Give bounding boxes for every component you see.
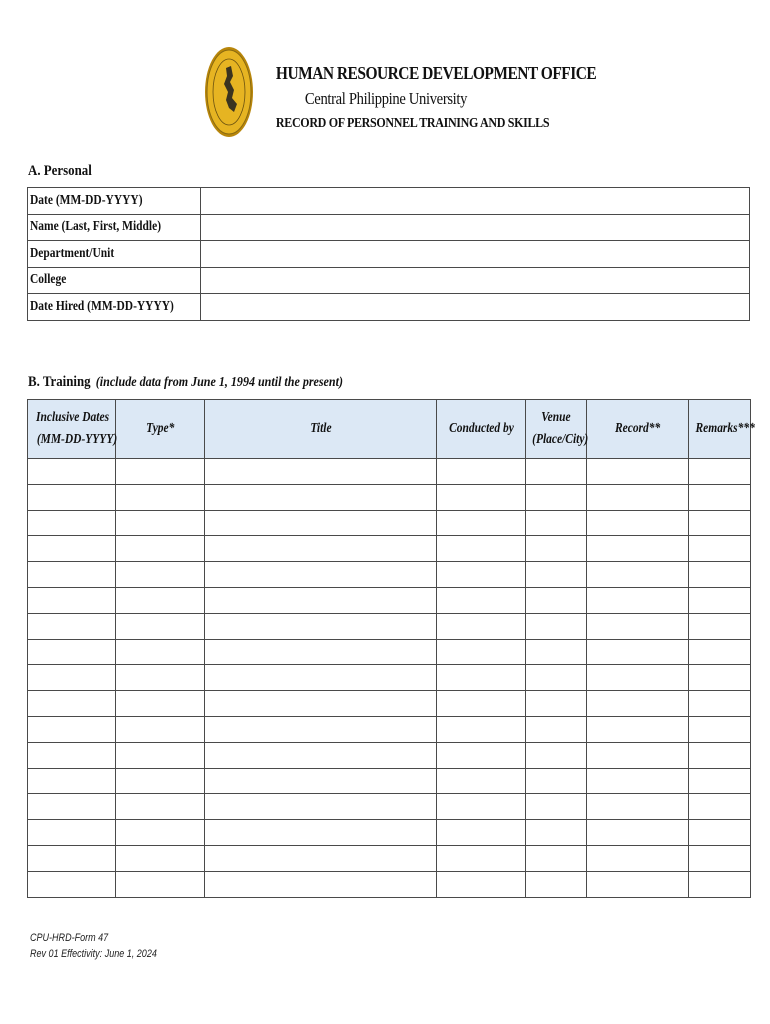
- cell-venue[interactable]: [526, 665, 587, 691]
- cell-record[interactable]: [587, 820, 689, 846]
- record-input[interactable]: [587, 562, 688, 587]
- cell-conducted-by[interactable]: [437, 820, 526, 846]
- col-header-remarks: Remarks***: [689, 400, 751, 459]
- cell-type[interactable]: [116, 587, 205, 613]
- cell-record[interactable]: [587, 562, 689, 588]
- cell-record[interactable]: [587, 639, 689, 665]
- personal-row-name: [28, 214, 750, 241]
- type-input[interactable]: [116, 820, 204, 845]
- venue-input[interactable]: [526, 485, 586, 510]
- conducted-by-input[interactable]: [437, 794, 525, 819]
- cell-inclusive-dates[interactable]: [28, 794, 116, 820]
- remarks-input[interactable]: [689, 562, 750, 587]
- remarks-input[interactable]: [689, 485, 750, 510]
- venue-input[interactable]: [526, 769, 586, 794]
- cell-remarks[interactable]: [689, 691, 751, 717]
- date-hired-input[interactable]: [203, 296, 747, 318]
- cell-inclusive-dates[interactable]: [28, 587, 116, 613]
- cell-inclusive-dates[interactable]: [28, 510, 116, 536]
- cell-title[interactable]: [205, 768, 437, 794]
- remarks-input[interactable]: [689, 717, 750, 742]
- inclusive-dates-input[interactable]: [28, 743, 115, 768]
- inclusive-dates-input[interactable]: [28, 485, 115, 510]
- record-input[interactable]: [587, 536, 688, 561]
- col-header-inclusive-dates: Inclusive Dates (MM-DD-YYYY): [28, 400, 116, 459]
- field-label: Date Hired (MM-DD-YYYY): [28, 294, 201, 321]
- title-input[interactable]: [205, 511, 436, 536]
- remarks-input[interactable]: [689, 846, 750, 871]
- cell-record[interactable]: [587, 794, 689, 820]
- cell-conducted-by[interactable]: [437, 536, 526, 562]
- record-input[interactable]: [587, 485, 688, 510]
- cell-type[interactable]: [116, 768, 205, 794]
- table-row: [28, 665, 751, 691]
- type-input[interactable]: [116, 562, 204, 587]
- name-field[interactable]: [201, 214, 750, 241]
- type-input[interactable]: [116, 743, 204, 768]
- conducted-by-input[interactable]: [437, 511, 525, 536]
- title-input[interactable]: [205, 459, 436, 484]
- type-input[interactable]: [116, 588, 204, 613]
- cell-remarks[interactable]: [689, 510, 751, 536]
- section-b-title: [28, 374, 343, 391]
- cell-type[interactable]: [116, 639, 205, 665]
- table-row: [28, 691, 751, 717]
- field-label: Department/Unit: [28, 241, 201, 268]
- cell-venue[interactable]: [526, 691, 587, 717]
- cell-inclusive-dates[interactable]: [28, 845, 116, 871]
- cell-remarks[interactable]: [689, 587, 751, 613]
- cell-venue[interactable]: [526, 768, 587, 794]
- record-input[interactable]: [587, 614, 688, 639]
- table-row: [28, 562, 751, 588]
- venue-input[interactable]: [526, 640, 586, 665]
- venue-input[interactable]: [526, 511, 586, 536]
- cell-title[interactable]: [205, 510, 437, 536]
- cell-conducted-by[interactable]: [437, 716, 526, 742]
- cell-venue[interactable]: [526, 716, 587, 742]
- cell-inclusive-dates[interactable]: [28, 536, 116, 562]
- table-row: [28, 768, 751, 794]
- conducted-by-input[interactable]: [437, 588, 525, 613]
- conducted-by-input[interactable]: [437, 640, 525, 665]
- conducted-by-input[interactable]: [437, 665, 525, 690]
- date-hired-field[interactable]: [201, 294, 750, 321]
- table-row: [28, 459, 751, 485]
- department-field[interactable]: [201, 241, 750, 268]
- cell-record[interactable]: [587, 716, 689, 742]
- cell-title[interactable]: [205, 484, 437, 510]
- cell-record[interactable]: [587, 665, 689, 691]
- venue-input[interactable]: [526, 743, 586, 768]
- cell-inclusive-dates[interactable]: [28, 871, 116, 897]
- cell-record[interactable]: [587, 613, 689, 639]
- training-table: [27, 399, 755, 898]
- type-input[interactable]: [116, 536, 204, 561]
- cell-title[interactable]: [205, 742, 437, 768]
- conducted-by-input[interactable]: [437, 717, 525, 742]
- department-input[interactable]: [203, 243, 747, 265]
- type-input[interactable]: [116, 846, 204, 871]
- title-input[interactable]: [205, 820, 436, 845]
- cell-type[interactable]: [116, 871, 205, 897]
- office-name: HUMAN RESOURCE DEVELOPMENT OFFICE: [275, 63, 597, 83]
- cell-remarks[interactable]: [689, 845, 751, 871]
- remarks-input[interactable]: [689, 691, 750, 716]
- cell-remarks[interactable]: [689, 613, 751, 639]
- record-input[interactable]: [587, 846, 688, 871]
- cell-inclusive-dates[interactable]: [28, 768, 116, 794]
- cell-venue[interactable]: [526, 871, 587, 897]
- record-input[interactable]: [587, 588, 688, 613]
- cell-venue[interactable]: [526, 587, 587, 613]
- conducted-by-input[interactable]: [437, 769, 525, 794]
- cell-title[interactable]: [205, 820, 437, 846]
- cell-title[interactable]: [205, 845, 437, 871]
- cell-record[interactable]: [587, 459, 689, 485]
- cell-inclusive-dates[interactable]: [28, 562, 116, 588]
- title-input[interactable]: [205, 665, 436, 690]
- cell-type[interactable]: [116, 562, 205, 588]
- cell-title[interactable]: [205, 716, 437, 742]
- venue-input[interactable]: [526, 820, 586, 845]
- cell-remarks[interactable]: [689, 716, 751, 742]
- cell-inclusive-dates[interactable]: [28, 820, 116, 846]
- cell-venue[interactable]: [526, 613, 587, 639]
- conducted-by-input[interactable]: [437, 691, 525, 716]
- cell-record[interactable]: [587, 510, 689, 536]
- cell-remarks[interactable]: [689, 639, 751, 665]
- cell-type[interactable]: [116, 613, 205, 639]
- cell-conducted-by[interactable]: [437, 484, 526, 510]
- title-input[interactable]: [205, 562, 436, 587]
- cell-type[interactable]: [116, 820, 205, 846]
- title-input[interactable]: [205, 485, 436, 510]
- cell-type[interactable]: [116, 459, 205, 485]
- venue-input[interactable]: [526, 614, 586, 639]
- cell-record[interactable]: [587, 768, 689, 794]
- inclusive-dates-input[interactable]: [28, 588, 115, 613]
- cell-record[interactable]: [587, 536, 689, 562]
- inclusive-dates-input[interactable]: [28, 872, 115, 897]
- title-input[interactable]: [205, 794, 436, 819]
- cell-inclusive-dates[interactable]: [28, 691, 116, 717]
- cell-conducted-by[interactable]: [437, 562, 526, 588]
- revision-info: Rev 01 Effectivity: June 1, 2024: [30, 948, 157, 960]
- conducted-by-input[interactable]: [437, 614, 525, 639]
- cell-type[interactable]: [116, 845, 205, 871]
- date-input[interactable]: [203, 190, 747, 212]
- name-input[interactable]: [203, 216, 747, 238]
- type-input[interactable]: [116, 717, 204, 742]
- cell-type[interactable]: [116, 691, 205, 717]
- inclusive-dates-input[interactable]: [28, 691, 115, 716]
- cell-remarks[interactable]: [689, 562, 751, 588]
- conducted-by-input[interactable]: [437, 485, 525, 510]
- title-input[interactable]: [205, 588, 436, 613]
- table-row: [28, 794, 751, 820]
- personal-row-college: [28, 267, 750, 294]
- cell-record[interactable]: [587, 742, 689, 768]
- venue-input[interactable]: [526, 588, 586, 613]
- university-name: Central Philippine University: [304, 89, 468, 108]
- type-input[interactable]: [116, 459, 204, 484]
- title-input[interactable]: [205, 717, 436, 742]
- cell-type[interactable]: [116, 484, 205, 510]
- cell-type[interactable]: [116, 794, 205, 820]
- cell-remarks[interactable]: [689, 742, 751, 768]
- remarks-input[interactable]: [689, 536, 750, 561]
- inclusive-dates-input[interactable]: [28, 511, 115, 536]
- title-input[interactable]: [205, 769, 436, 794]
- table-row: [28, 484, 751, 510]
- cell-inclusive-dates[interactable]: [28, 459, 116, 485]
- remarks-input[interactable]: [689, 743, 750, 768]
- personal-info-table: [27, 187, 750, 321]
- remarks-input[interactable]: [689, 614, 750, 639]
- type-input[interactable]: [116, 485, 204, 510]
- inclusive-dates-input[interactable]: [28, 717, 115, 742]
- table-row: [28, 587, 751, 613]
- cell-conducted-by[interactable]: [437, 639, 526, 665]
- cell-title[interactable]: [205, 536, 437, 562]
- record-input[interactable]: [587, 665, 688, 690]
- cell-conducted-by[interactable]: [437, 510, 526, 536]
- cell-remarks[interactable]: [689, 665, 751, 691]
- remarks-input[interactable]: [689, 769, 750, 794]
- record-input[interactable]: [587, 794, 688, 819]
- cell-venue[interactable]: [526, 536, 587, 562]
- cell-remarks[interactable]: [689, 820, 751, 846]
- remarks-input[interactable]: [689, 665, 750, 690]
- venue-input[interactable]: [526, 717, 586, 742]
- training-body: [28, 459, 751, 898]
- venue-input[interactable]: [526, 536, 586, 561]
- type-input[interactable]: [116, 691, 204, 716]
- remarks-input[interactable]: [689, 794, 750, 819]
- title-input[interactable]: [205, 640, 436, 665]
- cell-type[interactable]: [116, 716, 205, 742]
- inclusive-dates-input[interactable]: [28, 665, 115, 690]
- form-code: CPU-HRD-Form 47: [30, 932, 109, 944]
- cell-conducted-by[interactable]: [437, 587, 526, 613]
- cell-record[interactable]: [587, 587, 689, 613]
- title-input[interactable]: [205, 872, 436, 897]
- remarks-input[interactable]: [689, 872, 750, 897]
- inclusive-dates-input[interactable]: [28, 459, 115, 484]
- record-input[interactable]: [587, 872, 688, 897]
- record-input[interactable]: [587, 691, 688, 716]
- form-footer: [30, 930, 157, 962]
- inclusive-dates-input[interactable]: [28, 562, 115, 587]
- inclusive-dates-input[interactable]: [28, 846, 115, 871]
- cell-venue[interactable]: [526, 845, 587, 871]
- cell-conducted-by[interactable]: [437, 871, 526, 897]
- col-header-record: Record**: [587, 400, 689, 459]
- inclusive-dates-input[interactable]: [28, 794, 115, 819]
- conducted-by-input[interactable]: [437, 872, 525, 897]
- record-input[interactable]: [587, 640, 688, 665]
- table-row: [28, 639, 751, 665]
- cell-title[interactable]: [205, 459, 437, 485]
- conducted-by-input[interactable]: [437, 459, 525, 484]
- cell-inclusive-dates[interactable]: [28, 484, 116, 510]
- inclusive-dates-input[interactable]: [28, 769, 115, 794]
- title-input[interactable]: [205, 743, 436, 768]
- section-a-title: A. Personal: [28, 163, 92, 179]
- remarks-input[interactable]: [689, 820, 750, 845]
- cell-record[interactable]: [587, 871, 689, 897]
- table-row: [28, 536, 751, 562]
- cell-title[interactable]: [205, 587, 437, 613]
- cell-inclusive-dates[interactable]: [28, 613, 116, 639]
- field-label: College: [28, 267, 201, 294]
- type-input[interactable]: [116, 872, 204, 897]
- cell-title[interactable]: [205, 871, 437, 897]
- type-input[interactable]: [116, 511, 204, 536]
- title-input[interactable]: [205, 536, 436, 561]
- cell-venue[interactable]: [526, 820, 587, 846]
- cell-type[interactable]: [116, 510, 205, 536]
- venue-input[interactable]: [526, 691, 586, 716]
- personal-row-department: [28, 241, 750, 268]
- personal-row-date: [28, 188, 750, 215]
- conducted-by-input[interactable]: [437, 562, 525, 587]
- cell-conducted-by[interactable]: [437, 665, 526, 691]
- record-input[interactable]: [587, 820, 688, 845]
- training-header-row: [28, 400, 751, 459]
- inclusive-dates-input[interactable]: [28, 536, 115, 561]
- cell-type[interactable]: [116, 665, 205, 691]
- cell-remarks[interactable]: [689, 871, 751, 897]
- type-input[interactable]: [116, 665, 204, 690]
- cell-conducted-by[interactable]: [437, 794, 526, 820]
- cell-type[interactable]: [116, 536, 205, 562]
- venue-input[interactable]: [526, 562, 586, 587]
- cell-conducted-by[interactable]: [437, 742, 526, 768]
- cell-title[interactable]: [205, 613, 437, 639]
- remarks-input[interactable]: [689, 588, 750, 613]
- record-input[interactable]: [587, 769, 688, 794]
- venue-input[interactable]: [526, 459, 586, 484]
- cell-record[interactable]: [587, 845, 689, 871]
- field-label: Name (Last, First, Middle): [28, 214, 201, 241]
- document-header: [258, 60, 597, 136]
- cell-inclusive-dates[interactable]: [28, 665, 116, 691]
- cell-inclusive-dates[interactable]: [28, 742, 116, 768]
- cell-title[interactable]: [205, 562, 437, 588]
- cell-venue[interactable]: [526, 794, 587, 820]
- table-row: [28, 820, 751, 846]
- table-row: [28, 510, 751, 536]
- cell-remarks[interactable]: [689, 768, 751, 794]
- cell-remarks[interactable]: [689, 459, 751, 485]
- cell-type[interactable]: [116, 742, 205, 768]
- form-title: RECORD OF PERSONNEL TRAINING AND SKILLS: [275, 116, 550, 131]
- cell-conducted-by[interactable]: [437, 768, 526, 794]
- cell-venue[interactable]: [526, 742, 587, 768]
- cell-record[interactable]: [587, 484, 689, 510]
- table-row: [28, 845, 751, 871]
- cell-venue[interactable]: [526, 510, 587, 536]
- remarks-input[interactable]: [689, 511, 750, 536]
- cell-conducted-by[interactable]: [437, 613, 526, 639]
- record-input[interactable]: [587, 743, 688, 768]
- section-b-label: B. Training: [28, 374, 91, 390]
- col-header-venue: Venue (Place/City): [526, 400, 587, 459]
- personal-row-date-hired: [28, 294, 750, 321]
- college-field[interactable]: [201, 267, 750, 294]
- record-input[interactable]: [587, 717, 688, 742]
- cell-record[interactable]: [587, 691, 689, 717]
- conducted-by-input[interactable]: [437, 846, 525, 871]
- cell-conducted-by[interactable]: [437, 691, 526, 717]
- cell-venue[interactable]: [526, 639, 587, 665]
- conducted-by-input[interactable]: [437, 536, 525, 561]
- conducted-by-input[interactable]: [437, 743, 525, 768]
- cell-remarks[interactable]: [689, 536, 751, 562]
- table-row: [28, 871, 751, 897]
- type-input[interactable]: [116, 769, 204, 794]
- venue-input[interactable]: [526, 846, 586, 871]
- cell-venue[interactable]: [526, 459, 587, 485]
- cell-conducted-by[interactable]: [437, 459, 526, 485]
- cell-inclusive-dates[interactable]: [28, 716, 116, 742]
- remarks-input[interactable]: [689, 459, 750, 484]
- venue-input[interactable]: [526, 872, 586, 897]
- type-input[interactable]: [116, 640, 204, 665]
- title-input[interactable]: [205, 691, 436, 716]
- inclusive-dates-input[interactable]: [28, 614, 115, 639]
- cell-title[interactable]: [205, 691, 437, 717]
- date-field[interactable]: [201, 188, 750, 215]
- field-label: Date (MM-DD-YYYY): [28, 188, 201, 215]
- inclusive-dates-input[interactable]: [28, 640, 115, 665]
- col-header-type: Type*: [116, 400, 205, 459]
- cell-venue[interactable]: [526, 484, 587, 510]
- table-row: [28, 742, 751, 768]
- conducted-by-input[interactable]: [437, 820, 525, 845]
- cell-title[interactable]: [205, 639, 437, 665]
- type-input[interactable]: [116, 794, 204, 819]
- section-b-note: (include data from June 1, 1994 until the present): [95, 375, 343, 390]
- col-header-conducted-by: Conducted by: [437, 400, 526, 459]
- cell-venue[interactable]: [526, 562, 587, 588]
- inclusive-dates-input[interactable]: [28, 820, 115, 845]
- record-input[interactable]: [587, 459, 688, 484]
- table-row: [28, 613, 751, 639]
- table-row: [28, 716, 751, 742]
- cell-inclusive-dates[interactable]: [28, 639, 116, 665]
- college-input[interactable]: [203, 269, 747, 291]
- venue-input[interactable]: [526, 794, 586, 819]
- cell-remarks[interactable]: [689, 794, 751, 820]
- col-header-title: Title: [205, 400, 437, 459]
- type-input[interactable]: [116, 614, 204, 639]
- remarks-input[interactable]: [689, 640, 750, 665]
- university-seal-icon: [204, 46, 254, 138]
- record-input[interactable]: [587, 511, 688, 536]
- venue-input[interactable]: [526, 665, 586, 690]
- title-input[interactable]: [205, 614, 436, 639]
- cell-title[interactable]: [205, 794, 437, 820]
- title-input[interactable]: [205, 846, 436, 871]
- cell-title[interactable]: [205, 665, 437, 691]
- cell-conducted-by[interactable]: [437, 845, 526, 871]
- cell-remarks[interactable]: [689, 484, 751, 510]
